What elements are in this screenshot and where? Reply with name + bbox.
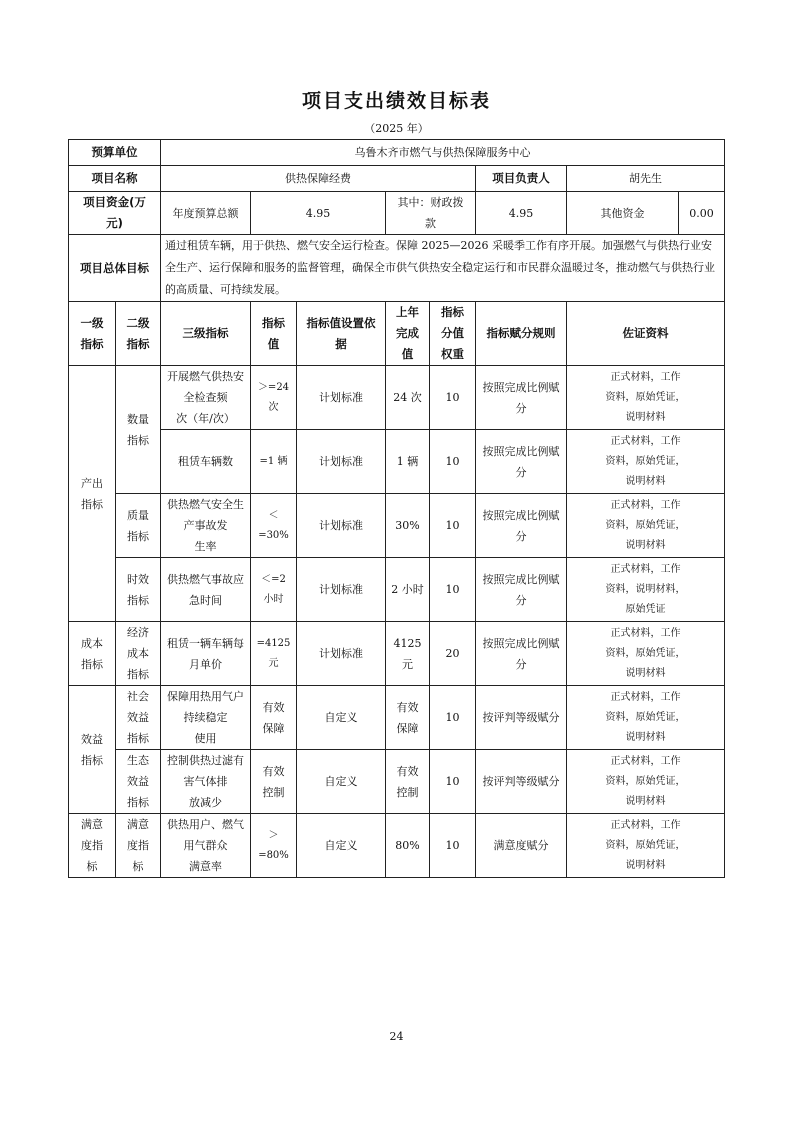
indicator: 供热燃气安全生产事故发 生率 xyxy=(161,494,251,558)
budget-unit-label: 预算单位 xyxy=(69,140,161,166)
col-level3: 三级指标 xyxy=(161,302,251,366)
indicator-value: 有效 控制 xyxy=(251,750,297,814)
evidence: 正式材料，工作 资料，原始凭证， 说明材料 xyxy=(567,622,725,686)
indicator-value: ＜ =30% xyxy=(251,494,297,558)
scoring-rule: 按评判等级赋分 xyxy=(476,686,567,750)
evidence: 正式材料，工作 资料，原始凭证， 说明材料 xyxy=(567,686,725,750)
col-evidence: 佐证资料 xyxy=(567,302,725,366)
last-year-value: 4125 元 xyxy=(386,622,430,686)
indicator: 租赁车辆数 xyxy=(161,430,251,494)
fiscal-label: 其中：财政拨 款 xyxy=(386,192,476,235)
col-rule: 指标赋分规则 xyxy=(476,302,567,366)
subgroup-social-benefit: 社会 效益 指标 xyxy=(116,686,161,750)
weight-value: 10 xyxy=(430,366,476,430)
scoring-rule: 按评判等级赋分 xyxy=(476,750,567,814)
year-label: （2025 年） xyxy=(364,122,429,135)
subgroup-satisfaction: 满意 度指 标 xyxy=(116,814,161,878)
indicator-basis: 自定义 xyxy=(297,686,386,750)
last-year-value: 80% xyxy=(386,814,430,878)
indicator-value: ＞=24 次 xyxy=(251,366,297,430)
project-owner-value: 胡先生 xyxy=(567,166,725,192)
weight-value: 10 xyxy=(430,750,476,814)
indicator: 开展燃气供热安全检查频 次（年/次） xyxy=(161,366,251,430)
indicator-value: =4125 元 xyxy=(251,622,297,686)
group-benefit: 效益 指标 xyxy=(69,686,116,814)
subgroup-timeliness: 时效 指标 xyxy=(116,558,161,622)
indicator-basis: 计划标准 xyxy=(297,494,386,558)
col-weight: 指标 分值 权重 xyxy=(430,302,476,366)
table-row xyxy=(69,430,725,494)
table-row xyxy=(69,494,725,558)
scoring-rule: 按照完成比例赋 分 xyxy=(476,558,567,622)
last-year-value: 有效 控制 xyxy=(386,750,430,814)
evidence: 正式材料，工作 资料，原始凭证， 说明材料 xyxy=(567,366,725,430)
scoring-rule: 按照完成比例赋 分 xyxy=(476,622,567,686)
group-output: 产出 指标 xyxy=(69,366,116,622)
table-row xyxy=(69,558,725,622)
indicator: 租赁一辆车辆每月单价 xyxy=(161,622,251,686)
table-row xyxy=(69,686,725,750)
indicator-basis: 自定义 xyxy=(297,750,386,814)
project-name-value: 供热保障经费 xyxy=(161,166,476,192)
subgroup-quality: 质量 指标 xyxy=(116,494,161,558)
evidence: 正式材料，工作 资料，原始凭证， 说明材料 xyxy=(567,814,725,878)
subgroup-economic-cost: 经济 成本 指标 xyxy=(116,622,161,686)
indicator: 保障用热用气户持续稳定 使用 xyxy=(161,686,251,750)
last-year-value: 30% xyxy=(386,494,430,558)
project-name-label: 项目名称 xyxy=(69,166,161,192)
table-row xyxy=(69,814,725,878)
col-basis: 指标值设置依 据 xyxy=(297,302,386,366)
indicator-value: ＜=2 小时 xyxy=(251,558,297,622)
table-row xyxy=(69,622,725,686)
annual-budget-label: 年度预算总额 xyxy=(161,192,251,235)
col-value: 指标 值 xyxy=(251,302,297,366)
indicator-value: =1 辆 xyxy=(251,430,297,494)
table-row xyxy=(69,366,725,430)
scoring-rule: 按照完成比例赋 分 xyxy=(476,430,567,494)
indicator-value: ＞ =80% xyxy=(251,814,297,878)
weight-value: 10 xyxy=(430,494,476,558)
last-year-value: 2 小时 xyxy=(386,558,430,622)
table-row xyxy=(69,750,725,814)
page-title: 项目支出绩效目标表 xyxy=(301,90,491,112)
weight-value: 10 xyxy=(430,430,476,494)
scoring-rule: 按照完成比例赋 分 xyxy=(476,366,567,430)
weight-value: 10 xyxy=(430,686,476,750)
subgroup-quantity: 数量 指标 xyxy=(116,366,161,494)
indicator: 供热燃气事故应急时间 xyxy=(161,558,251,622)
weight-value: 20 xyxy=(430,622,476,686)
indicator: 控制供热过滤有害气体排 放减少 xyxy=(161,750,251,814)
other-funds-label: 其他资金 xyxy=(567,192,679,235)
subgroup-eco-benefit: 生态 效益 指标 xyxy=(116,750,161,814)
col-last-year: 上年 完成 值 xyxy=(386,302,430,366)
indicator-basis: 计划标准 xyxy=(297,622,386,686)
project-owner-label: 项目负责人 xyxy=(476,166,567,192)
evidence: 正式材料，工作 资料，原始凭证， 说明材料 xyxy=(567,750,725,814)
weight-value: 10 xyxy=(430,814,476,878)
indicator-basis: 计划标准 xyxy=(297,430,386,494)
indicator-value: 有效 保障 xyxy=(251,686,297,750)
last-year-value: 24 次 xyxy=(386,366,430,430)
overall-goal-text: 通过租赁车辆，用于供热、燃气安全运行检查。保障 2025—2026 采暖季工作有序开展。加强燃气与供热行业安全生产、运行保障和服务的监督管理，确保全市供气供热安全稳定运行和市民群众温暖过冬，推动燃气与供热行业的高质量、可持续发展。 xyxy=(161,235,725,302)
funding-label: 项目资金(万 元) xyxy=(69,192,161,235)
evidence: 正式材料，工作 资料，原始凭证， 说明材料 xyxy=(567,494,725,558)
indicator-basis: 自定义 xyxy=(297,814,386,878)
scoring-rule: 满意度赋分 xyxy=(476,814,567,878)
weight-value: 10 xyxy=(430,558,476,622)
last-year-value: 有效 保障 xyxy=(386,686,430,750)
annual-budget-value: 4.95 xyxy=(251,192,386,235)
indicator-basis: 计划标准 xyxy=(297,558,386,622)
group-satisfaction: 满意 度指 标 xyxy=(69,814,116,878)
performance-target-table xyxy=(68,139,725,878)
group-cost: 成本 指标 xyxy=(69,622,116,686)
page-number: 24 xyxy=(389,1030,404,1043)
other-funds-value: 0.00 xyxy=(679,192,725,235)
evidence: 正式材料，工作 资料，说明材料， 原始凭证 xyxy=(567,558,725,622)
fiscal-value: 4.95 xyxy=(476,192,567,235)
col-level1: 一级 指标 xyxy=(69,302,116,366)
col-level2: 二级 指标 xyxy=(116,302,161,366)
indicator: 供热用户、燃气用气群众 满意率 xyxy=(161,814,251,878)
budget-unit-value: 乌鲁木齐市燃气与供热保障服务中心 xyxy=(161,140,725,166)
scoring-rule: 按照完成比例赋 分 xyxy=(476,494,567,558)
indicator-basis: 计划标准 xyxy=(297,366,386,430)
overall-goal-label: 项目总体目标 xyxy=(69,235,161,302)
last-year-value: 1 辆 xyxy=(386,430,430,494)
evidence: 正式材料，工作 资料，原始凭证， 说明材料 xyxy=(567,430,725,494)
